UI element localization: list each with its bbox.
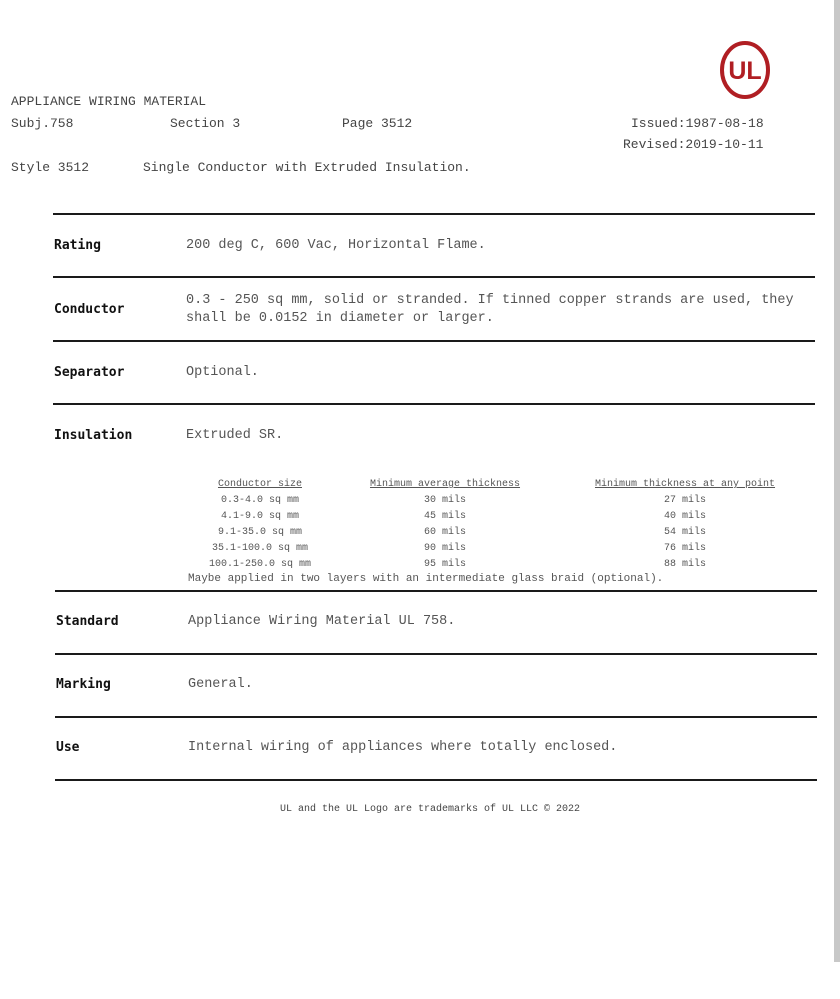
footer-trademark: UL and the UL Logo are trademarks of UL LLC © 2022 (280, 804, 581, 815)
revised-date: Revised:2019-10-11 (623, 137, 764, 152)
category-title: APPLIANCE WIRING MATERIAL (11, 94, 207, 109)
row-divider (53, 403, 815, 405)
marking-label: Marking (56, 677, 111, 692)
subject-number: Subj.758 (11, 116, 74, 131)
issued-date: Issued:1987-08-18 (631, 116, 764, 131)
separator-label: Separator (54, 365, 125, 380)
row-divider (53, 213, 815, 215)
row-divider (55, 590, 817, 592)
marking-value: General. (188, 677, 253, 692)
row-divider (55, 653, 817, 655)
table-cell: 90 mils (423, 543, 466, 554)
use-value: Internal wiring of appliances where totally enclosed. (188, 740, 618, 755)
ul-logo-text: UL (728, 57, 762, 85)
insulation-value: Extruded SR. (186, 428, 284, 443)
standard-value: Appliance Wiring Material UL 758. (188, 614, 456, 629)
table-cell: 40 mils (663, 511, 706, 522)
conductor-value: 0.3 - 250 sq mm, solid or stranded. If tinned copper strands are used, they shall be 0.0152 in diameter or larger. (186, 293, 794, 326)
rating-value: 200 deg C, 600 Vac, Horizontal Flame. (186, 238, 486, 253)
use-label: Use (56, 740, 80, 755)
insulation-thickness-table (150, 477, 830, 570)
row-divider (53, 276, 815, 278)
row-divider (53, 340, 815, 342)
table-cell: 27 mils (663, 495, 706, 506)
table-cell: 9.1-35.0 sq mm (217, 527, 302, 538)
column-header: Minimum thickness at any point (594, 479, 776, 490)
avg-thickness-column (355, 477, 535, 573)
insulation-note: Maybe applied in two layers with an intermediate glass braid (optional). (188, 573, 664, 585)
conductor-size-column (180, 477, 340, 573)
style-description: Single Conductor with Extruded Insulation. (143, 160, 471, 175)
table-cell: 35.1-100.0 sq mm (211, 543, 308, 554)
table-cell: 88 mils (663, 559, 706, 570)
vertical-scrollbar[interactable] (834, 0, 840, 962)
table-cell: 54 mils (663, 527, 706, 538)
ul-logo (719, 40, 771, 100)
table-cell: 45 mils (423, 511, 466, 522)
section-number: Section 3 (170, 116, 241, 131)
min-thickness-column (580, 477, 790, 573)
standard-label: Standard (56, 614, 119, 629)
column-header: Minimum average thickness (369, 479, 521, 490)
column-header: Conductor size (217, 479, 302, 490)
insulation-label: Insulation (54, 428, 133, 443)
table-cell: 4.1-9.0 sq mm (220, 511, 299, 522)
table-cell: 76 mils (663, 543, 706, 554)
page-number: Page 3512 (342, 116, 413, 131)
table-cell: 95 mils (423, 559, 466, 570)
separator-value: Optional. (186, 365, 259, 380)
table-cell: 0.3-4.0 sq mm (220, 495, 299, 506)
style-number: Style 3512 (11, 160, 90, 175)
table-cell: 100.1-250.0 sq mm (208, 559, 312, 570)
table-cell: 30 mils (423, 495, 466, 506)
conductor-label: Conductor (54, 302, 125, 317)
row-divider (55, 779, 817, 781)
row-divider (55, 716, 817, 718)
rating-label: Rating (54, 238, 101, 253)
table-cell: 60 mils (423, 527, 466, 538)
